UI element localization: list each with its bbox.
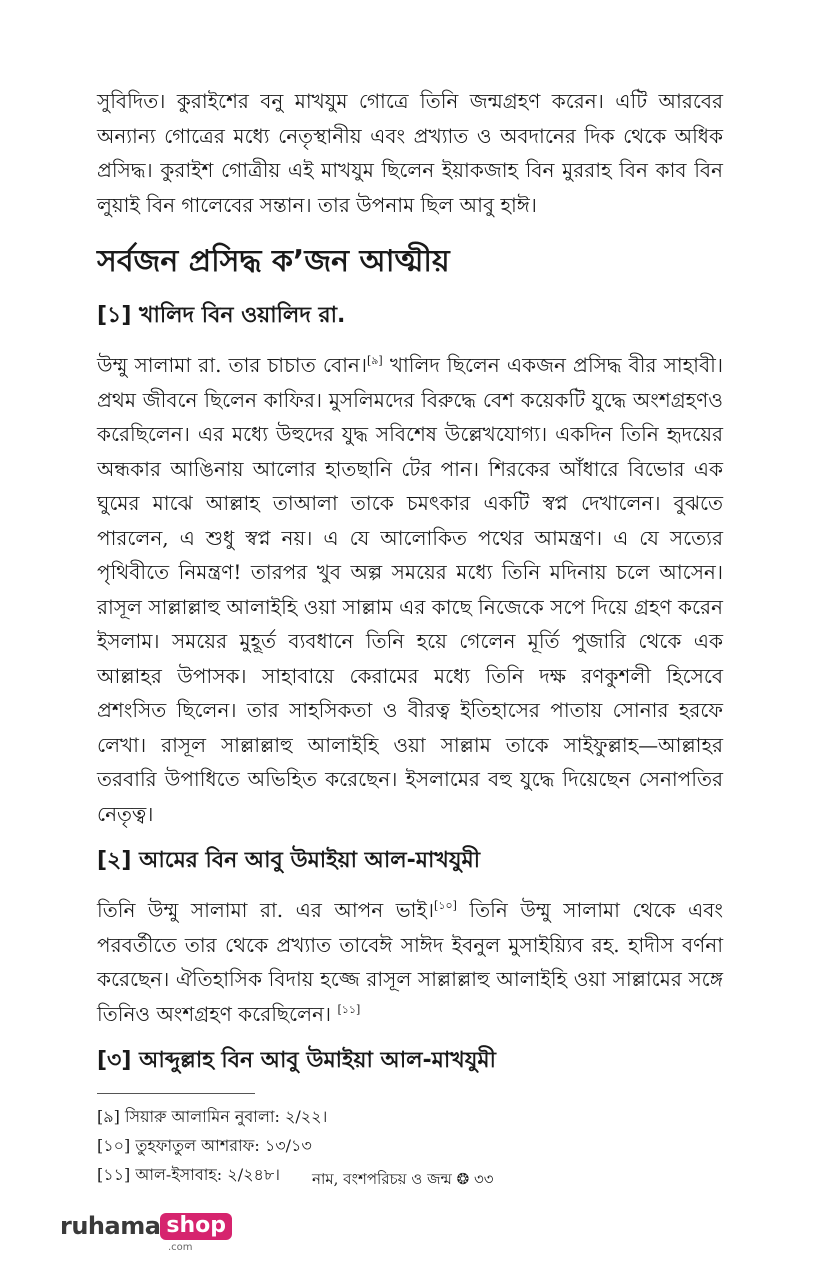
footnote-ref-9[interactable]: [৯]	[366, 354, 383, 367]
page-footer: নাম, বংশপরিচয় ও জন্ম ❂ ৩৩	[312, 1170, 494, 1188]
logo-domain: .com	[168, 1242, 193, 1253]
item-1-text-before: উম্মু সালামা রা. তার চাচাত বোন।	[97, 353, 367, 377]
item-1-heading: [১] খালিদ বিন ওয়ালিদ রা.	[97, 303, 346, 328]
section-title: সর্বজন প্রসিদ্ধ ক’জন আত্মীয়	[97, 244, 450, 279]
footnote-ref-11[interactable]: [১১]	[337, 1002, 361, 1016]
item-2-heading: [২] আমের বিন আবু উমাইয়া আল-মাখযুমী	[97, 848, 481, 873]
footnote-10: [১০] তুহফাতুল আশরাফ: ১৩/১৩	[97, 1136, 312, 1155]
footnote-11: [১১] আল-ইসাবাহ: ২/২৪৮।	[97, 1165, 280, 1184]
watermark-logo	[60, 1212, 232, 1253]
item-3-heading: [৩] আব্দুল্লাহ বিন আবু উমাইয়া আল-মাখযুমী	[97, 1048, 496, 1073]
logo-badge: shop	[160, 1213, 232, 1240]
item-2-text-before: তিনি উম্মু সালামা রা. এর আপন ভাই।	[97, 898, 435, 922]
footnote-9: [৯] সিয়ারু আলামিন নুবালা: ২/২২।	[97, 1107, 328, 1126]
intro-paragraph: সুবিদিত। কুরাইশের বনু মাখযুম গোত্রে তিনি জন্মগ্রহণ করেন। এটি আরবের অন্যান্য গোত্রের মধ্যে নেতৃস্থানীয় এবং প্রখ্যাত ও অবদানের দিক থেকে অধিক প্রসিদ্ধ। কুরাইশ গোত্রীয় এই মাখযুম ছিলেন ইয়াকজাহ বিন মুররাহ বিন কাব বিন লুয়াই বিন গালেবের সন্তান। তার উপনাম ছিল আবু হাঈ।	[97, 89, 723, 217]
footnote-ref-10[interactable]: [১০]	[434, 899, 457, 912]
item-1-paragraph	[97, 348, 723, 831]
logo-name: ruhama	[60, 1212, 161, 1240]
item-1-text-after: খালিদ ছিলেন একজন প্রসিদ্ধ বীর সাহাবী। প্রথম জীবনে ছিলেন কাফির। মুসলিমদের বিরুদ্ধে বেশ কয়েকটি যুদ্ধে অংশগ্রহণও করেছিলেন। এর মধ্যে উহুদের যুদ্ধ সবিশেষ উল্লেখযোগ্য। একদিন তিনি হৃদয়ের অন্ধকার আঙিনায় আলোর হাতছানি টের পান। শিরকের আঁধারে বিভোর এক ঘুমের মাঝে আল্লাহ তাআলা তাকে চমৎকার একটি স্বপ্ন দেখালেন। বুঝতে পারলেন, এ শুধু স্বপ্ন নয়। এ যে আলোকিত পথের আমন্ত্রণ। এ যে সত্যের পৃথিবীতে নিমন্ত্রণ! তারপর খুব অল্প সময়ের মধ্যে তিনি মদিনায় চলে আসেন। রাসূল সাল্লাল্লাহু আলাইহি ওয়া সাল্লাম এর কাছে নিজেকে সপে দিয়ে গ্রহণ করেন ইসলাম। সময়ের মুহূর্ত ব্যবধানে তিনি হয়ে গেলেন মূর্তি পুজারি থেকে এক আল্লাহর উপাসক। সাহাবায়ে কেরামের মধ্যে তিনি দক্ষ রণকুশলী হিসেবে প্রশংসিত ছিলেন। তার সাহসিকতা ও বীরত্ব ইতিহাসের পাতায় সোনার হরফে লেখা। রাসূল সাল্লাল্লাহু আলাইহি ওয়া সাল্লাম তাকে সাইফুল্লাহ—আল্লাহর তরবারি উপাধিতে অভিহিত করেছেন। ইসলামের বহু যুদ্ধে দিয়েছেন সেনাপতির নেতৃত্ব।	[97, 353, 723, 826]
page-content	[97, 84, 723, 1189]
footnote-divider	[97, 1093, 255, 1094]
item-2-paragraph	[97, 893, 723, 1031]
item-2-text-after: তিনি উম্মু সালামা থেকে এবং পরবর্তীতে তার থেকে প্রখ্যাত তাবেঈ সাঈদ ইবনুল মুসাইয়্যিব রহ. হাদীস বর্ণনা করেছেন। ঐতিহাসিক বিদায় হজ্জে রাসূল সাল্লাল্লাহু আলাইহি ওয়া সাল্লামের সঙ্গে তিনিও অংশগ্রহণ করেছিলেন।	[97, 898, 723, 1026]
